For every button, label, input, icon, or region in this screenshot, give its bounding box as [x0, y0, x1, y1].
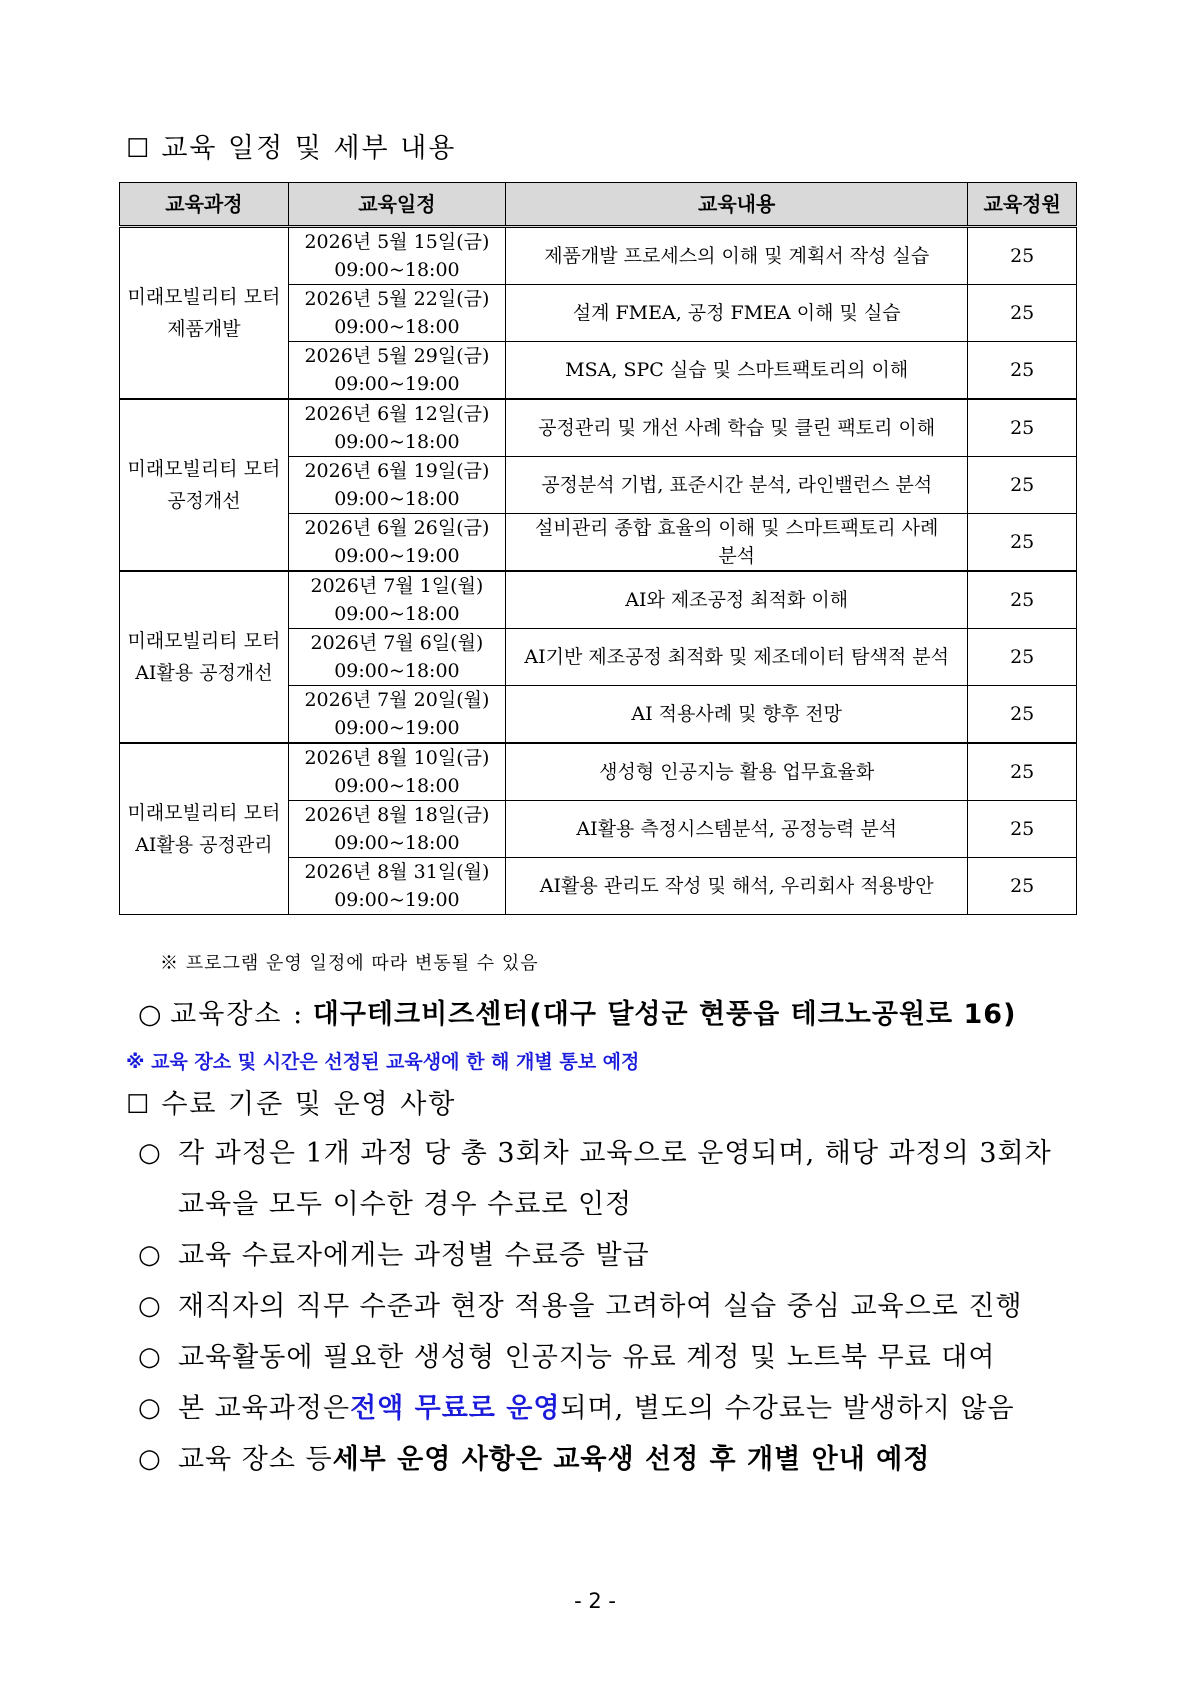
content-cell: 설비관리 종합 효율의 이해 및 스마트팩토리 사례 분석: [506, 514, 968, 572]
date-cell: 2026년 6월 12일(금) 09:00~18:00: [288, 399, 505, 457]
content-cell: AI활용 관리도 작성 및 해석, 우리회사 적용방안: [506, 858, 968, 915]
list-item: ○ 교육 수료자에게는 과정별 수료증 발급: [138, 1230, 1038, 1281]
table-row: [120, 227, 1077, 285]
capacity-cell: 25: [968, 858, 1077, 915]
completion-bullet-list: [138, 1128, 1052, 1485]
checkbox-icon: ☐: [126, 134, 152, 164]
content-cell: MSA, SPC 실습 및 스마트팩토리의 이해: [506, 342, 968, 400]
schedule-change-note: ※ 프로그램 운영 일정에 따라 변동될 수 있음: [160, 953, 539, 974]
date-cell: 2026년 7월 6일(월) 09:00~18:00: [288, 629, 505, 686]
circle-bullet-icon: ○: [138, 1342, 162, 1372]
capacity-cell: 25: [968, 457, 1077, 514]
date-cell: 2026년 8월 18일(금) 09:00~18:00: [288, 801, 505, 858]
content-cell: 공정관리 및 개선 사례 학습 및 클린 팩토리 이해: [506, 399, 968, 457]
table-header-row: [120, 183, 1077, 227]
date-cell: 2026년 7월 1일(월) 09:00~18:00: [288, 571, 505, 629]
education-place: [138, 992, 1016, 1031]
date-cell: 2026년 8월 10일(금) 09:00~18:00: [288, 743, 505, 801]
date-cell: 2026년 8월 31일(월) 09:00~19:00: [288, 858, 505, 915]
place-label: 교육장소 :: [170, 999, 305, 1030]
list-item-continuation: 교육을 모두 이수한 경우 수료로 인정: [178, 1189, 633, 1220]
content-cell: AI기반 제조공정 최적화 및 제조데이터 탐색적 분석: [506, 629, 968, 686]
list-item: ○ 교육 장소 등 세부 운영 사항은 교육생 선정 후 개별 안내 예정: [138, 1434, 1038, 1485]
capacity-cell: 25: [968, 227, 1077, 285]
table-row: [120, 743, 1077, 801]
circle-bullet-icon: ○: [138, 1138, 162, 1168]
capacity-cell: 25: [968, 514, 1077, 572]
capacity-cell: 25: [968, 399, 1077, 457]
page-number: - 2 -: [574, 1589, 616, 1613]
capacity-cell: 25: [968, 342, 1077, 400]
section-title-completion: ☐ 수료 기준 및 운영 사항: [126, 1089, 457, 1120]
capacity-cell: 25: [968, 743, 1077, 801]
content-cell: 제품개발 프로세스의 이해 및 계획서 작성 실습: [506, 227, 968, 285]
checkbox-icon: ☐: [126, 1090, 152, 1120]
capacity-cell: 25: [968, 571, 1077, 629]
course-cell: 미래모빌리티 모터 제품개발: [120, 227, 289, 400]
capacity-cell: 25: [968, 629, 1077, 686]
list-item: ○ 재직자의 직무 수준과 현장 적용을 고려하여 실습 중심 교육으로 진행: [138, 1281, 1038, 1332]
course-cell: 미래모빌리티 모터 AI활용 공정개선: [120, 571, 289, 743]
header-schedule: 교육일정: [288, 183, 505, 227]
header-content: 교육내용: [506, 183, 968, 227]
date-cell: 2026년 6월 26일(금) 09:00~19:00: [288, 514, 505, 572]
content-cell: AI와 제조공정 최적화 이해: [506, 571, 968, 629]
circle-bullet-icon: ○: [138, 1240, 162, 1270]
date-cell: 2026년 5월 15일(금) 09:00~18:00: [288, 227, 505, 285]
circle-bullet-icon: ○: [138, 1444, 162, 1474]
date-cell: 2026년 5월 22일(금) 09:00~18:00: [288, 285, 505, 342]
content-cell: AI활용 측정시스템분석, 공정능력 분석: [506, 801, 968, 858]
capacity-cell: 25: [968, 801, 1077, 858]
capacity-cell: 25: [968, 285, 1077, 342]
date-cell: 2026년 7월 20일(월) 09:00~19:00: [288, 686, 505, 744]
content-cell: 공정분석 기법, 표준시간 분석, 라인밸런스 분석: [506, 457, 968, 514]
header-course: 교육과정: [120, 183, 289, 227]
header-capacity: 교육정원: [968, 183, 1077, 227]
course-cell: 미래모빌리티 모터 AI활용 공정관리: [120, 743, 289, 915]
table-row: [120, 571, 1077, 629]
content-cell: AI 적용사례 및 향후 전망: [506, 686, 968, 744]
place-notice: ※ 교육 장소 및 시간은 선정된 교육생에 한 해 개별 통보 예정: [126, 1051, 640, 1073]
place-value: 대구테크비즈센터(대구 달성군 현풍읍 테크노공원로 16): [312, 999, 1017, 1030]
list-item: ○ 각 과정은 1개 과정 당 총 3회차 교육으로 운영되며, 해당 과정의 3회차: [138, 1128, 1038, 1179]
date-cell: 2026년 5월 29일(금) 09:00~19:00: [288, 342, 505, 400]
table-row: [120, 399, 1077, 457]
capacity-cell: 25: [968, 686, 1077, 744]
detail-emphasis: 세부 운영 사항은 교육생 선정 후 개별 안내 예정: [332, 1444, 931, 1475]
circle-bullet-icon: ○: [138, 999, 162, 1030]
section-title-schedule: ☐ 교육 일정 및 세부 내용: [126, 133, 457, 164]
circle-bullet-icon: ○: [138, 1393, 162, 1423]
content-cell: 생성형 인공지능 활용 업무효율화: [506, 743, 968, 801]
date-cell: 2026년 6월 19일(금) 09:00~18:00: [288, 457, 505, 514]
schedule-table: [119, 182, 1077, 915]
circle-bullet-icon: ○: [138, 1291, 162, 1321]
course-cell: 미래모빌리티 모터 공정개선: [120, 399, 289, 571]
list-item: ○ 교육활동에 필요한 생성형 인공지능 유료 계정 및 노트북 무료 대여: [138, 1332, 1038, 1383]
free-emphasis: 전액 무료로 운영: [350, 1393, 561, 1424]
list-item: ○ 본 교육과정은 전액 무료로 운영 되며, 별도의 수강료는 발생하지 않음: [138, 1383, 1038, 1434]
content-cell: 설계 FMEA, 공정 FMEA 이해 및 실습: [506, 285, 968, 342]
